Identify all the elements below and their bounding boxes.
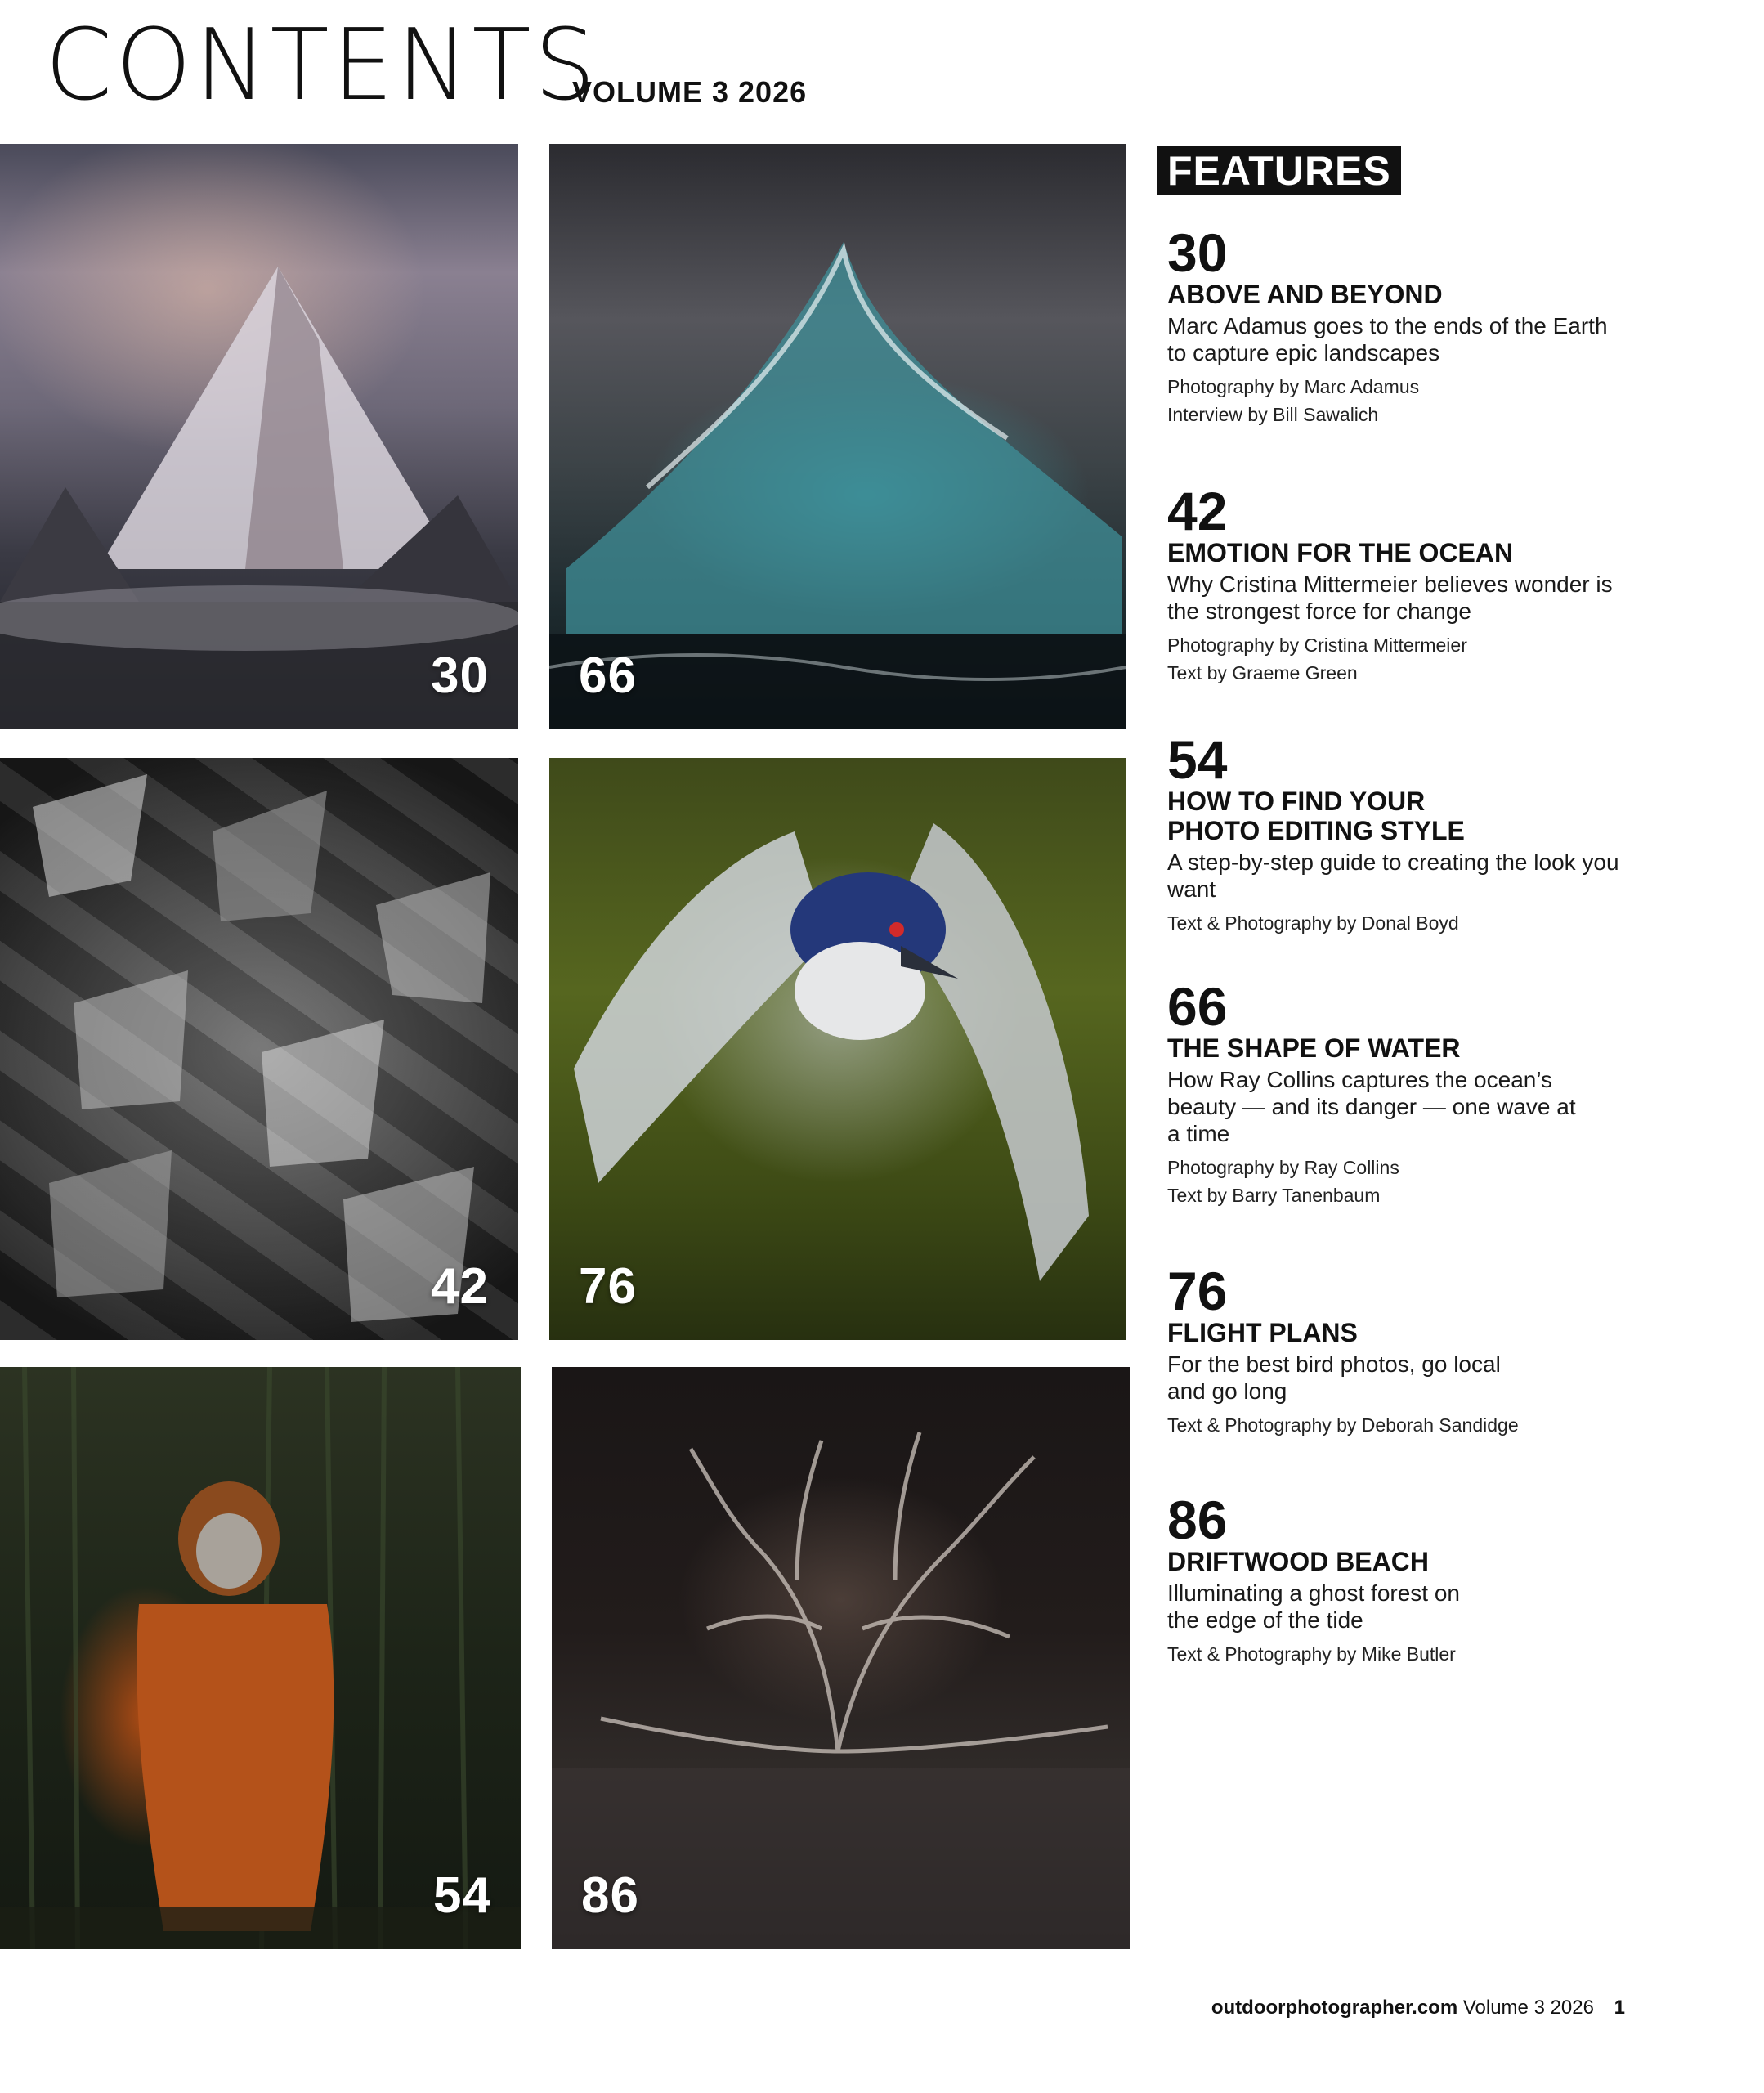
rays-illustration — [0, 758, 518, 1340]
feature-credit: Text & Photography by Donal Boyd — [1167, 912, 1459, 934]
feature-credit: Photography by Ray Collins — [1167, 1157, 1399, 1178]
feature-credit: Interview by Bill Sawalich — [1167, 404, 1379, 425]
feature-title[interactable]: EMOTION FOR THE OCEAN — [1167, 538, 1514, 567]
photo-driftwood-tree[interactable] — [552, 1367, 1130, 1949]
feature-title[interactable]: FLIGHT PLANS — [1167, 1318, 1358, 1347]
feature-page-number: 54 — [1167, 729, 1228, 790]
photo-ocean-wave[interactable] — [549, 144, 1126, 729]
footer-page-number: 1 — [1614, 1997, 1625, 2019]
feature-credit: Text & Photography by Deborah Sandidge — [1167, 1414, 1519, 1436]
heron-illustration — [549, 758, 1126, 1340]
footer-website[interactable]: outdoorphotographer.com — [1211, 1997, 1458, 2019]
orangutan-illustration — [0, 1367, 521, 1949]
feature-entry[interactable] — [1167, 976, 1625, 1209]
feature-description: How Ray Collins captures the ocean’s beauty — and its danger — one wave at a time — [1167, 1067, 1576, 1146]
feature-description: For the best bird photos, go local and go long — [1167, 1351, 1501, 1404]
photo-orangutan[interactable] — [0, 1367, 521, 1949]
feature-credit: Photography by Cristina Mittermeier — [1167, 634, 1467, 656]
feature-entry[interactable] — [1167, 729, 1625, 937]
feature-title[interactable]: ABOVE AND BEYOND — [1167, 280, 1443, 309]
photo-page-number: 54 — [433, 1867, 491, 1924]
feature-page-number: 86 — [1167, 1490, 1228, 1550]
feature-page-number: 30 — [1167, 222, 1228, 283]
feature-page-number: 76 — [1167, 1261, 1228, 1321]
feature-title[interactable]: HOW TO FIND YOUR PHOTO EDITING STYLE — [1167, 787, 1465, 845]
feature-title[interactable]: THE SHAPE OF WATER — [1167, 1033, 1461, 1063]
photo-page-number: 42 — [431, 1258, 489, 1315]
footer-volume: Volume 3 2026 — [1462, 1997, 1594, 2019]
page-title: CONTENTS — [45, 7, 599, 123]
photo-page-number: 30 — [431, 648, 489, 704]
feature-description: Why Cristina Mittermeier believes wonder is the strongest force for change — [1167, 571, 1613, 624]
feature-page-number: 66 — [1167, 976, 1228, 1037]
feature-description: A step-by-step guide to creating the look you want — [1167, 849, 1619, 902]
feature-description: Marc Adamus goes to the ends of the Earth to capture epic landscapes — [1167, 313, 1608, 365]
driftwood-illustration — [552, 1367, 1130, 1949]
feature-entry[interactable] — [1167, 1490, 1625, 1668]
feature-entry[interactable] — [1167, 222, 1625, 428]
feature-credit: Text by Graeme Green — [1167, 662, 1358, 683]
photo-mountain-peak[interactable] — [0, 144, 518, 729]
volume-label: VOLUME 3 2026 — [572, 75, 808, 109]
photo-manta-rays[interactable] — [0, 758, 518, 1340]
feature-description: Illuminating a ghost forest on the edge of the tide — [1167, 1580, 1460, 1633]
feature-page-number: 42 — [1167, 481, 1228, 541]
feature-credit: Photography by Marc Adamus — [1167, 376, 1420, 397]
wave-illustration — [549, 144, 1126, 729]
feature-title[interactable]: DRIFTWOOD BEACH — [1167, 1547, 1429, 1576]
page-footer — [1211, 1998, 1625, 2018]
feature-credit: Text by Barry Tanenbaum — [1167, 1185, 1381, 1206]
photo-page-number: 86 — [581, 1867, 639, 1924]
feature-entry[interactable] — [1167, 1261, 1625, 1439]
photo-page-number: 66 — [579, 648, 637, 704]
photo-page-number: 76 — [579, 1258, 637, 1315]
photo-night-heron[interactable] — [549, 758, 1126, 1340]
feature-entry[interactable] — [1167, 481, 1625, 687]
feature-credit: Text & Photography by Mike Butler — [1167, 1643, 1456, 1665]
mountain-illustration — [0, 144, 518, 729]
features-section-label: FEATURES — [1157, 146, 1401, 195]
